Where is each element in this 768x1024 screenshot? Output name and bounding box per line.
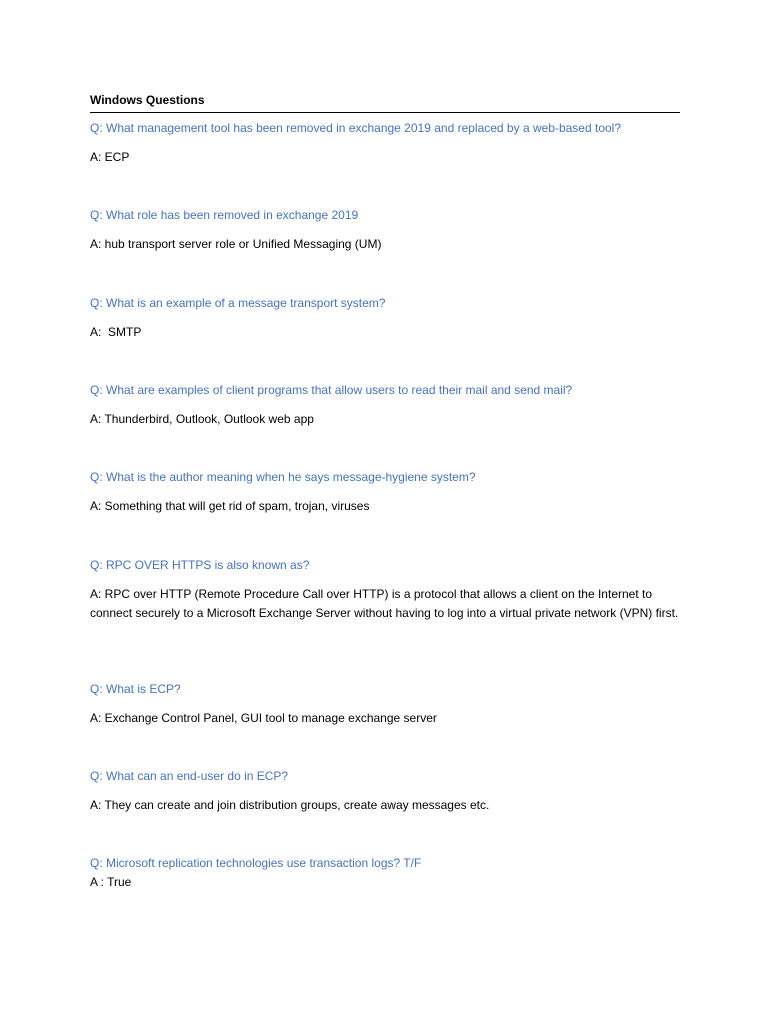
answer-2: A: hub transport server role or Unified Messaging (UM) [90,237,382,251]
qa-list [90,120,680,892]
qa-item-9 [90,855,680,892]
qa-item-5 [90,469,680,557]
question-6: Q: RPC OVER HTTPS is also known as? [90,558,310,572]
document-page [90,92,680,892]
answer-4: A: Thunderbird, Outlook, Outlook web app [90,412,314,426]
answer-1: A: ECP [90,150,130,164]
question-8: Q: What can an end-user do in ECP? [90,769,289,783]
question-1: Q: What management tool has been removed in exchange 2019 and replaced by a web-based tool? [90,121,622,135]
qa-item-8 [90,768,680,855]
answer-5: A: Something that will get rid of spam, trojan, viruses [90,499,370,513]
answer-3: A: SMTP [90,325,142,339]
answer-8: A: They can create and join distribution groups, create away messages etc. [90,798,490,812]
qa-item-3 [90,295,680,382]
question-4: Q: What are examples of client programs that allow users to read their mail and send mail? [90,383,573,397]
qa-item-6 [90,557,680,681]
answer-9: A : True [90,875,132,889]
qa-item-7 [90,681,680,768]
question-3: Q: What is an example of a message transport system? [90,296,386,310]
document-title: Windows Questions [90,92,680,113]
answer-7: A: Exchange Control Panel, GUI tool to manage exchange server [90,711,437,725]
question-2: Q: What role has been removed in exchange 2019 [90,208,359,222]
qa-item-4 [90,382,680,469]
question-9: Q: Microsoft replication technologies use transaction logs? T/F [90,856,422,870]
qa-item-2 [90,207,680,295]
answer-6: A: RPC over HTTP (Remote Procedure Call over HTTP) is a protocol that allows a client on the Internet to connect securely to a Microsoft Exchange Server without having to log into a virtual private network (VPN) first. [90,587,679,620]
qa-item-1 [90,120,680,207]
question-5: Q: What is the author meaning when he says message-hygiene system? [90,470,476,484]
question-7: Q: What is ECP? [90,682,181,696]
